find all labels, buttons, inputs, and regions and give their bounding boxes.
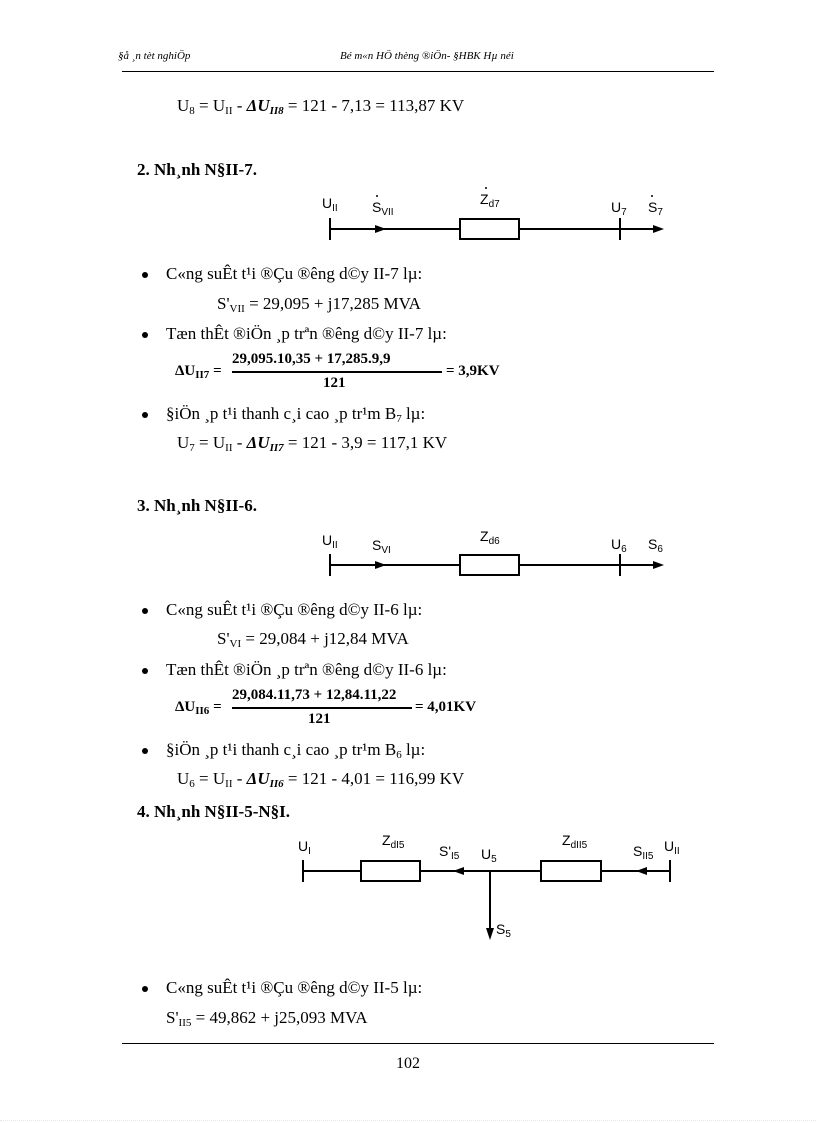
power-value-ii6: $S'_{VI} = 29,084 + j12,84$ MVA (217, 629, 409, 650)
bullet (142, 412, 148, 418)
u8-formula: $U_8 = U_{II} - \Delta U_{II8} = 121 - 7,13 = 113,87$ KV (177, 96, 465, 117)
circuit-lines (0, 852, 816, 942)
header-rule (122, 71, 714, 72)
page-edge (0, 1120, 816, 1122)
section-heading-ii7: 2. Nh¸nh N§II-7. (137, 160, 257, 179)
voltage-loss-formula-ii6: $\Delta U_{II6}$ = 29,084.11,73 + 12,84.11,22 121 = 4,01KV (175, 687, 477, 727)
circuit-lines (0, 546, 816, 586)
bullet (142, 608, 148, 614)
s-right-label: $S_6$ (648, 536, 663, 555)
footer-rule (122, 1043, 714, 1044)
header-right: Bé m«n HÖ thèng ®iÖn- §HBK Hµ néi (340, 50, 514, 62)
loss-label-ii7: Tæn thÊt ®iÖn ¸p trªn ®êng d©y II-7 lµ: (166, 324, 447, 343)
power-value-ii5: $S'_{II5} = 49,862 + j25,093$ MVA (166, 1008, 368, 1029)
power-label-ii6: C«ng suÊt t¹i ®Çu ®êng d©y II-6 lµ: (166, 600, 423, 619)
s-flow-label: $S_{VI}$ (372, 537, 391, 556)
z2-label: $Z_{dII5}$ (562, 832, 588, 851)
bullet (142, 272, 148, 278)
power-label-ii5: C«ng suÊt t¹i ®Çu ®êng d©y II-5 lµ: (166, 978, 423, 997)
section-heading-ii6: 3. Nh¸nh N§II-6. (137, 496, 257, 515)
power-value-ii7: $S'_{VII} = 29,095 + j17,285$ MVA (217, 294, 421, 315)
u6-formula: $U_6 = U_{II} - \Delta U_{II6} = 121 - 4,01 = 116,99$ KV (177, 769, 465, 790)
loss-label-ii6: Tæn thÊt ®iÖn ¸p trªn ®êng d©y II-6 lµ: (166, 660, 447, 679)
voltage-loss-formula-ii7: $\Delta U_{II7}$ = 29,095.10,35 + 17,285.9,9 121 = 3,9KV (175, 351, 500, 391)
circuit-lines (0, 210, 816, 250)
bullet (142, 986, 148, 992)
u-right-label: $U_{II}$ (664, 838, 680, 857)
page-number: 102 (396, 1055, 420, 1072)
u-left-label: $U_I$ (298, 838, 311, 857)
u-left-label: $U_{II}$ (322, 532, 338, 551)
voltage-label-ii6: §iÖn ¸p t¹i thanh c¸i cao ¸p tr¹m $B_6$ lµ: (166, 740, 426, 761)
z-label: $Z_{d6}$ (480, 528, 500, 547)
bullet (142, 668, 148, 674)
s-flow-label: $S_{VII}$ (372, 199, 394, 218)
u-mid-label: $U_5$ (481, 846, 497, 865)
header-left: §å ¸n tèt nghiÖp (118, 50, 191, 62)
bullet (142, 332, 148, 338)
u7-formula: $U_7 = U_{II} - \Delta U_{II7} = 121 - 3,9 = 117,1$ KV (177, 433, 448, 454)
s2-label: $S_{II5}$ (633, 843, 654, 862)
power-label-ii7: C«ng suÊt t¹i ®Çu ®êng d©y II-7 lµ: (166, 264, 423, 283)
s-right-label: $S_7$ (648, 199, 663, 218)
z1-label: $Z_{dI5}$ (382, 832, 405, 851)
bullet (142, 748, 148, 754)
u-left-label: $U_{II}$ (322, 195, 338, 214)
voltage-label-ii7: §iÖn ¸p t¹i thanh c¸i cao ¸p tr¹m $B_7$ lµ: (166, 404, 426, 425)
s1-label: $S'_{I5}$ (439, 843, 460, 862)
u-right-label: $U_6$ (611, 536, 627, 555)
s-down-label: $S_5$ (496, 921, 511, 940)
u-right-label: $U_7$ (611, 199, 627, 218)
section-heading-ii5-i: 4. Nh¸nh N§II-5-N§I. (137, 802, 291, 821)
z-label: $Z_{d7}$ (480, 191, 500, 210)
